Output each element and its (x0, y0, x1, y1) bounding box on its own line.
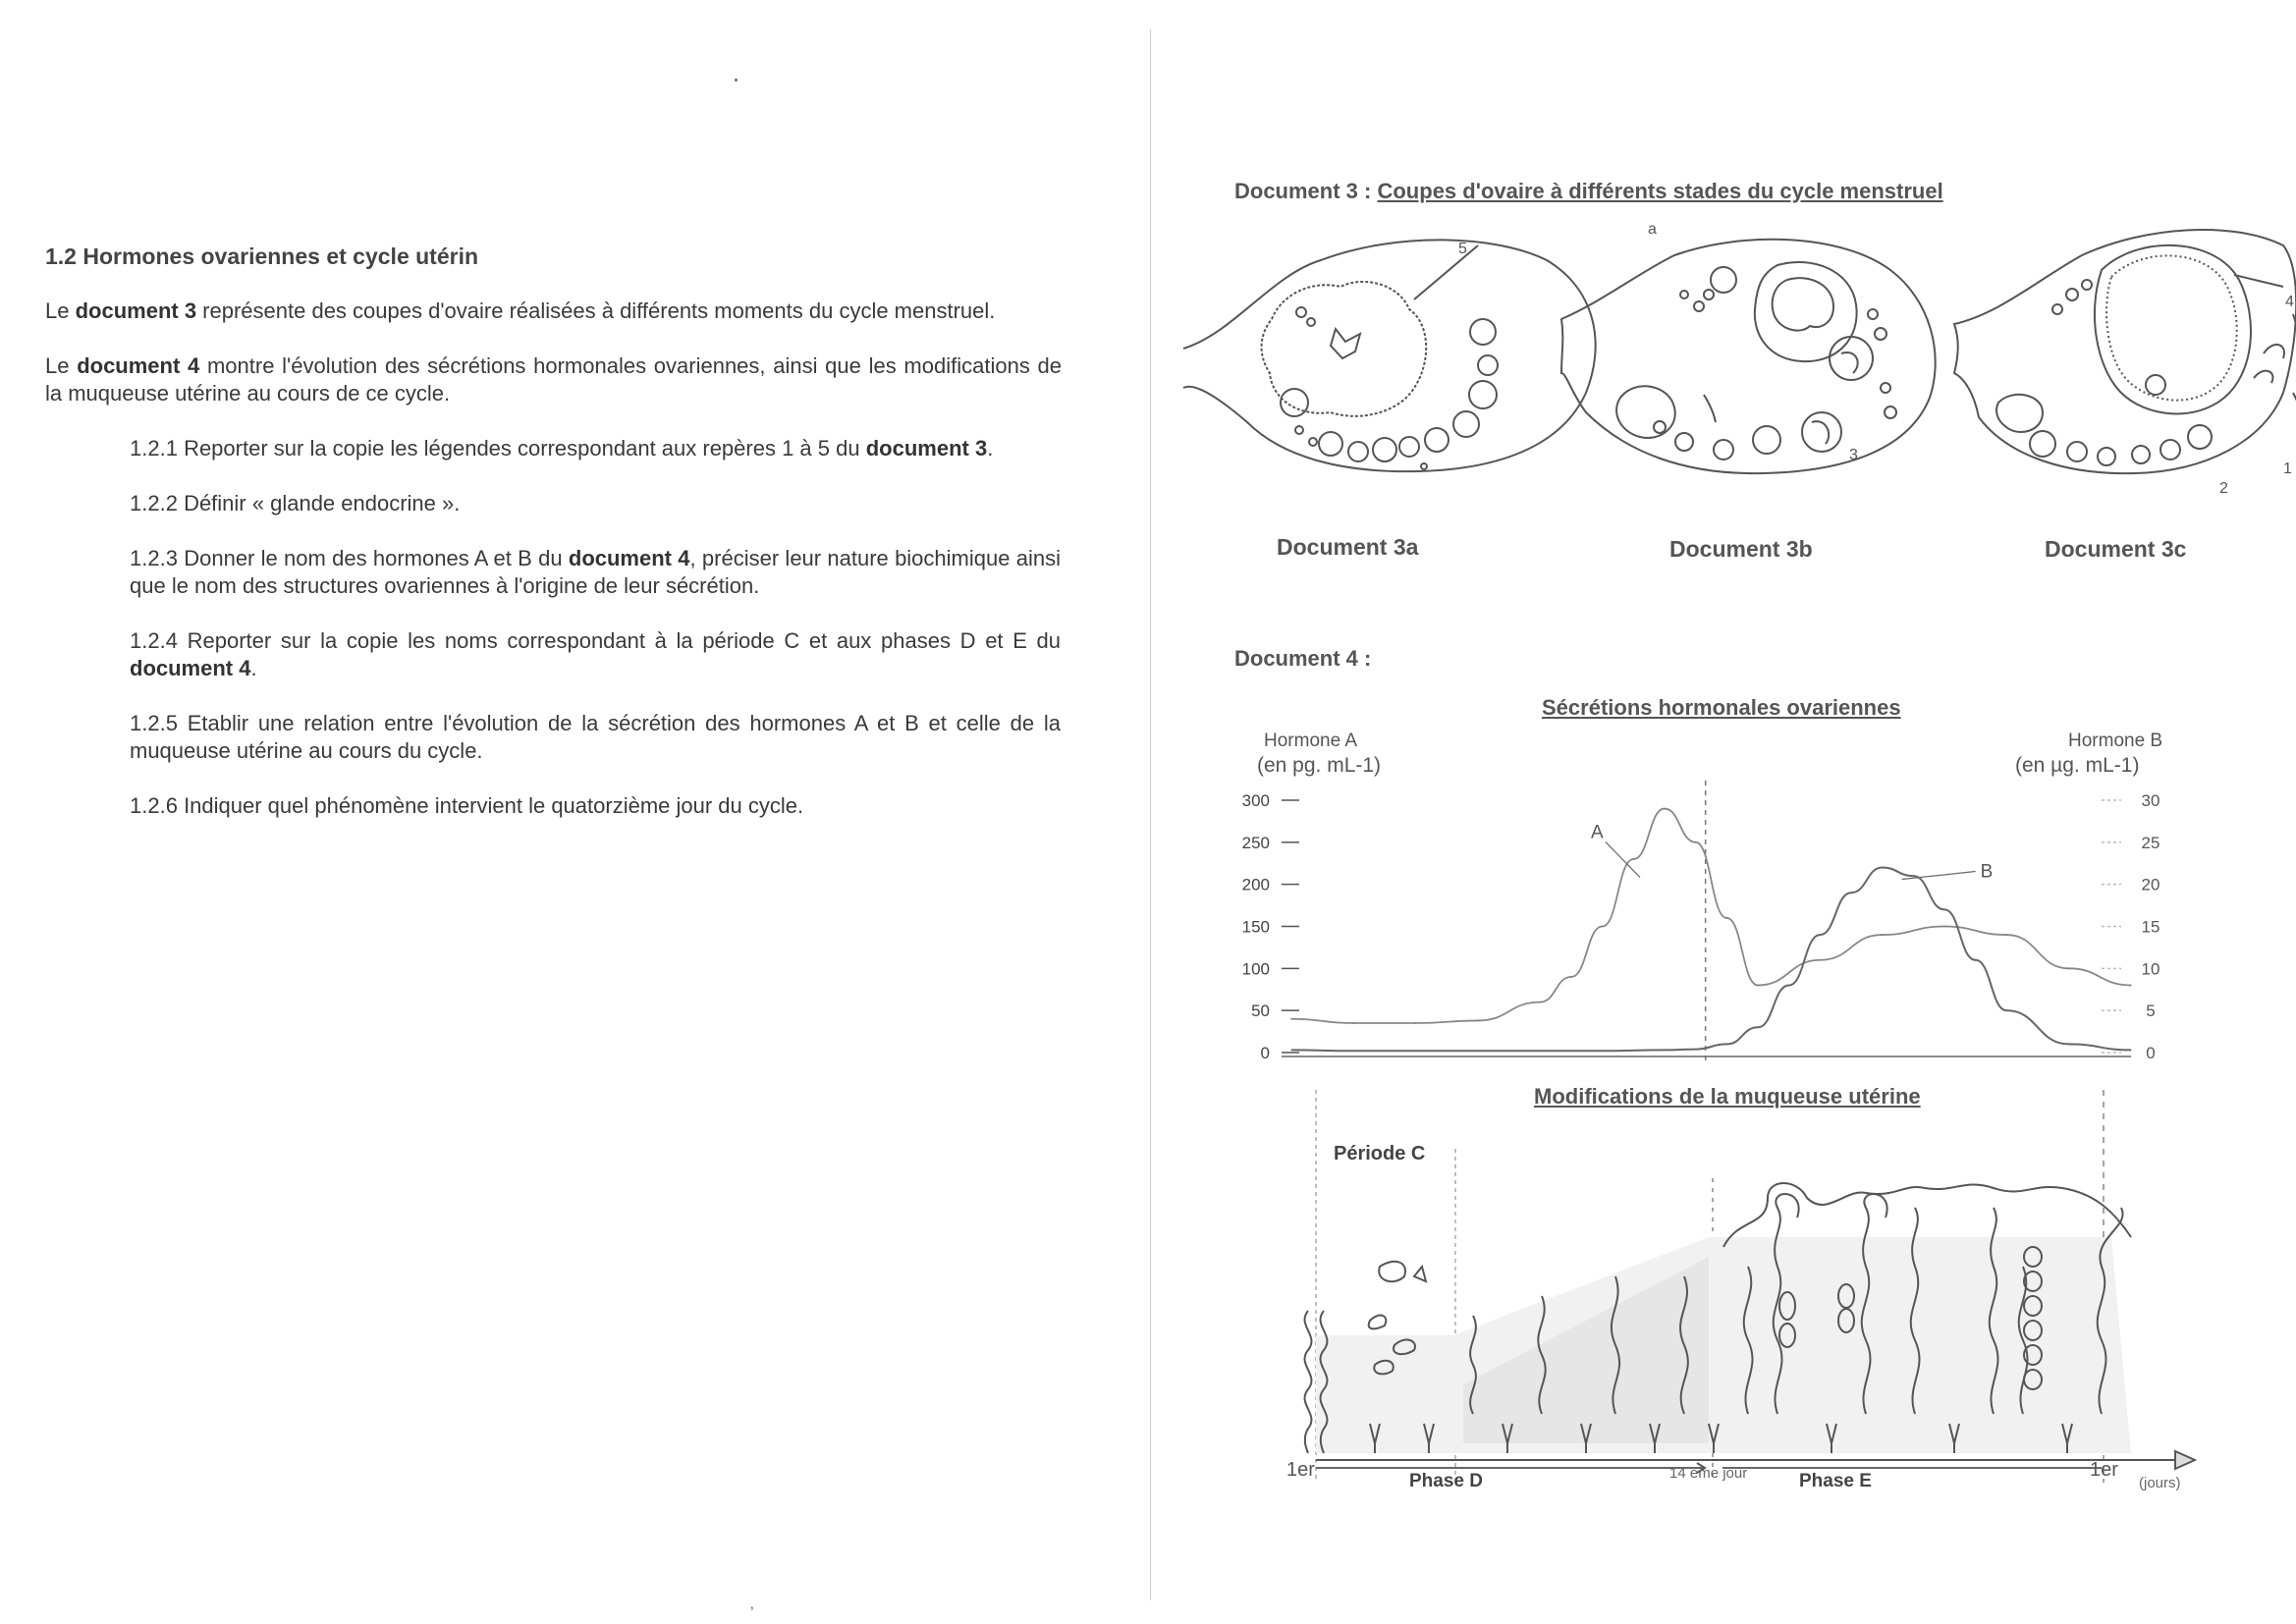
follicle-large-3b (1755, 262, 1857, 361)
series-A-point (1290, 1018, 1291, 1019)
y-left-tick-label: 150 (1241, 917, 1270, 937)
question-1-2-1: 1.2.1 Reporter sur la copie les légendes correspondant aux repères 1 à 5 du document 3. (130, 436, 994, 460)
y-left-tick-label: 300 (1241, 791, 1270, 810)
marker-2: 2 (2219, 480, 2228, 497)
day-start-label: 1er (1286, 1459, 1315, 1481)
series-B-point (1757, 1027, 1758, 1028)
series-B-point (1820, 934, 1821, 935)
left-axis-unit: (en pg. mL-1) (1257, 754, 1382, 777)
series-A-point (1726, 917, 1727, 918)
page-divider (1150, 29, 1151, 1600)
series-B-point (1353, 1051, 1354, 1052)
series-B-point (2006, 1010, 2007, 1011)
series-A-point (1695, 841, 1696, 842)
y-left-tick-label: 250 (1241, 833, 1270, 852)
y-right-tick-label: 30 (2141, 791, 2160, 810)
series-B-point (1415, 1051, 1416, 1052)
series-A-point (1415, 1022, 1416, 1023)
y-left-tick-label: 50 (1251, 1001, 1270, 1021)
question-1-2-4: 1.2.4 Reporter sur la copie les noms correspondant à la période C et aux phases D et E du document 4. (130, 628, 1062, 680)
marker-a: a (1648, 221, 1657, 238)
marker-5: 5 (1458, 241, 1467, 257)
ovary-3b-outline (1561, 240, 1936, 473)
intro-paragraph-2: Le document 4 montre l'évolution des sécrétions hormonales ovariennes, ainsi que les modifications de la muqueuse utérine au cours de ce cycle. (45, 353, 1062, 406)
series-B-point (2130, 1050, 2131, 1051)
right-axis-title: Hormone B (2068, 731, 2163, 751)
doc3-ovary-drawings (1174, 216, 2293, 520)
series-B-point (1540, 1051, 1541, 1052)
periode-c-label: Période C (1334, 1143, 1426, 1164)
y-right-tick-label: 10 (2141, 959, 2160, 979)
series-A-point (1943, 926, 1944, 927)
series-A-point (1633, 858, 1634, 859)
day-14-label: 14 ème jour (1669, 1465, 1748, 1482)
series-A-point (1477, 1020, 1478, 1021)
series-B-point (1975, 959, 1976, 960)
corpus-luteum-3a (1262, 282, 1427, 416)
right-axis-unit: (en µg. mL-1) (2015, 754, 2140, 777)
series-A-point (1757, 985, 1758, 986)
series-B-point (1788, 985, 1789, 986)
y-left-tick-label: 100 (1241, 959, 1270, 979)
caption-3b: Document 3b (1669, 536, 1813, 562)
question-1-2-3: 1.2.3 Donner le nom des hormones A et B du document 4, préciser leur nature biochimique ainsi que le nom des structures ovariennes à l'origine de leur sécrétion. (130, 546, 1061, 598)
series-B-point (1290, 1050, 1291, 1051)
series-B-point (1882, 867, 1883, 868)
y-right-tick-label: 0 (2146, 1044, 2156, 1062)
caption-3a: Document 3a (1277, 534, 1419, 560)
series-B-point (1695, 1049, 1696, 1050)
left-axis-title: Hormone A (1264, 731, 1358, 751)
series-A-point (1602, 926, 1603, 927)
intro-paragraph-1: Le document 3 représente des coupes d'ovaire réalisées à différents moments du cycle menstruel. (45, 298, 996, 323)
series-label-B: B (1980, 861, 1994, 883)
series-A-point (1820, 959, 1821, 960)
series-A-line (1291, 809, 2131, 1023)
series-A-point (2068, 968, 2069, 969)
days-unit-label: (jours) (2139, 1475, 2181, 1491)
question-1-2-6: 1.2.6 Indiquer quel phénomène intervient le quatorzième jour du cycle. (130, 793, 804, 818)
day-end-label: 1er (2090, 1459, 2118, 1481)
marker-1: 1 (2283, 460, 2292, 477)
corpus-3b-small (1616, 386, 1675, 438)
section-title: 1.2 Hormones ovariennes et cycle utérin (45, 244, 479, 269)
y-right-tick-label: 20 (2141, 875, 2160, 894)
series-B-point (1602, 1051, 1603, 1052)
follicle-mature-3c (2095, 245, 2251, 414)
series-A-point (1882, 934, 1883, 935)
phase-d-label: Phase D (1409, 1471, 1483, 1491)
series-A-point (1540, 1001, 1541, 1002)
left-page (0, 0, 1144, 1624)
y-right-tick-label: 25 (2141, 833, 2160, 852)
ovary-3c-outline (1954, 230, 2296, 473)
phase-e-label: Phase E (1799, 1471, 1872, 1491)
doc3-heading: Document 3 : Coupes d'ovaire à différents stades du cycle menstruel (1234, 179, 1943, 203)
marker-4: 4 (2285, 294, 2294, 310)
doc4-heading: Document 4 : (1234, 646, 1372, 671)
hormone-chart (1237, 785, 2219, 1080)
series-B-point (1913, 876, 1914, 877)
scan-dot (735, 79, 738, 81)
scan-mark: ‚ (750, 1596, 754, 1612)
mucosa-diagram (1277, 1090, 2200, 1502)
series-B-point (1726, 1044, 1727, 1045)
series-A-point (2130, 985, 2131, 986)
question-1-2-2: 1.2.2 Définir « glande endocrine ». (130, 491, 461, 515)
hormones-chart-title: Sécrétions hormonales ovariennes (1542, 695, 1901, 720)
y-left-tick-label: 0 (1260, 1044, 1270, 1062)
marker-3: 3 (1849, 447, 1858, 463)
question-1-2-5: 1.2.5 Etablir une relation entre l'évolution de la sécrétion des hormones A et B et celle de la muqueuse utérine au cours du cycle. (130, 711, 1061, 763)
series-label-A: A (1591, 822, 1604, 843)
y-left-tick-label: 200 (1241, 875, 1270, 894)
series-B-point (1943, 909, 1944, 910)
series-A-point (2006, 934, 2007, 935)
series-B-point (2068, 1044, 2069, 1045)
caption-3c: Document 3c (2045, 536, 2187, 562)
mucosa-title: Modifications de la muqueuse utérine (1534, 1084, 1921, 1109)
y-right-tick-label: 5 (2146, 1001, 2156, 1021)
series-A-point (1664, 808, 1665, 809)
y-right-tick-label: 15 (2141, 917, 2160, 937)
series-A-point (1353, 1022, 1354, 1023)
series-B-point (1664, 1050, 1665, 1051)
ovary-3a-outline (1183, 240, 1596, 471)
series-A-point (1570, 976, 1571, 977)
series-B-point (1477, 1051, 1478, 1052)
